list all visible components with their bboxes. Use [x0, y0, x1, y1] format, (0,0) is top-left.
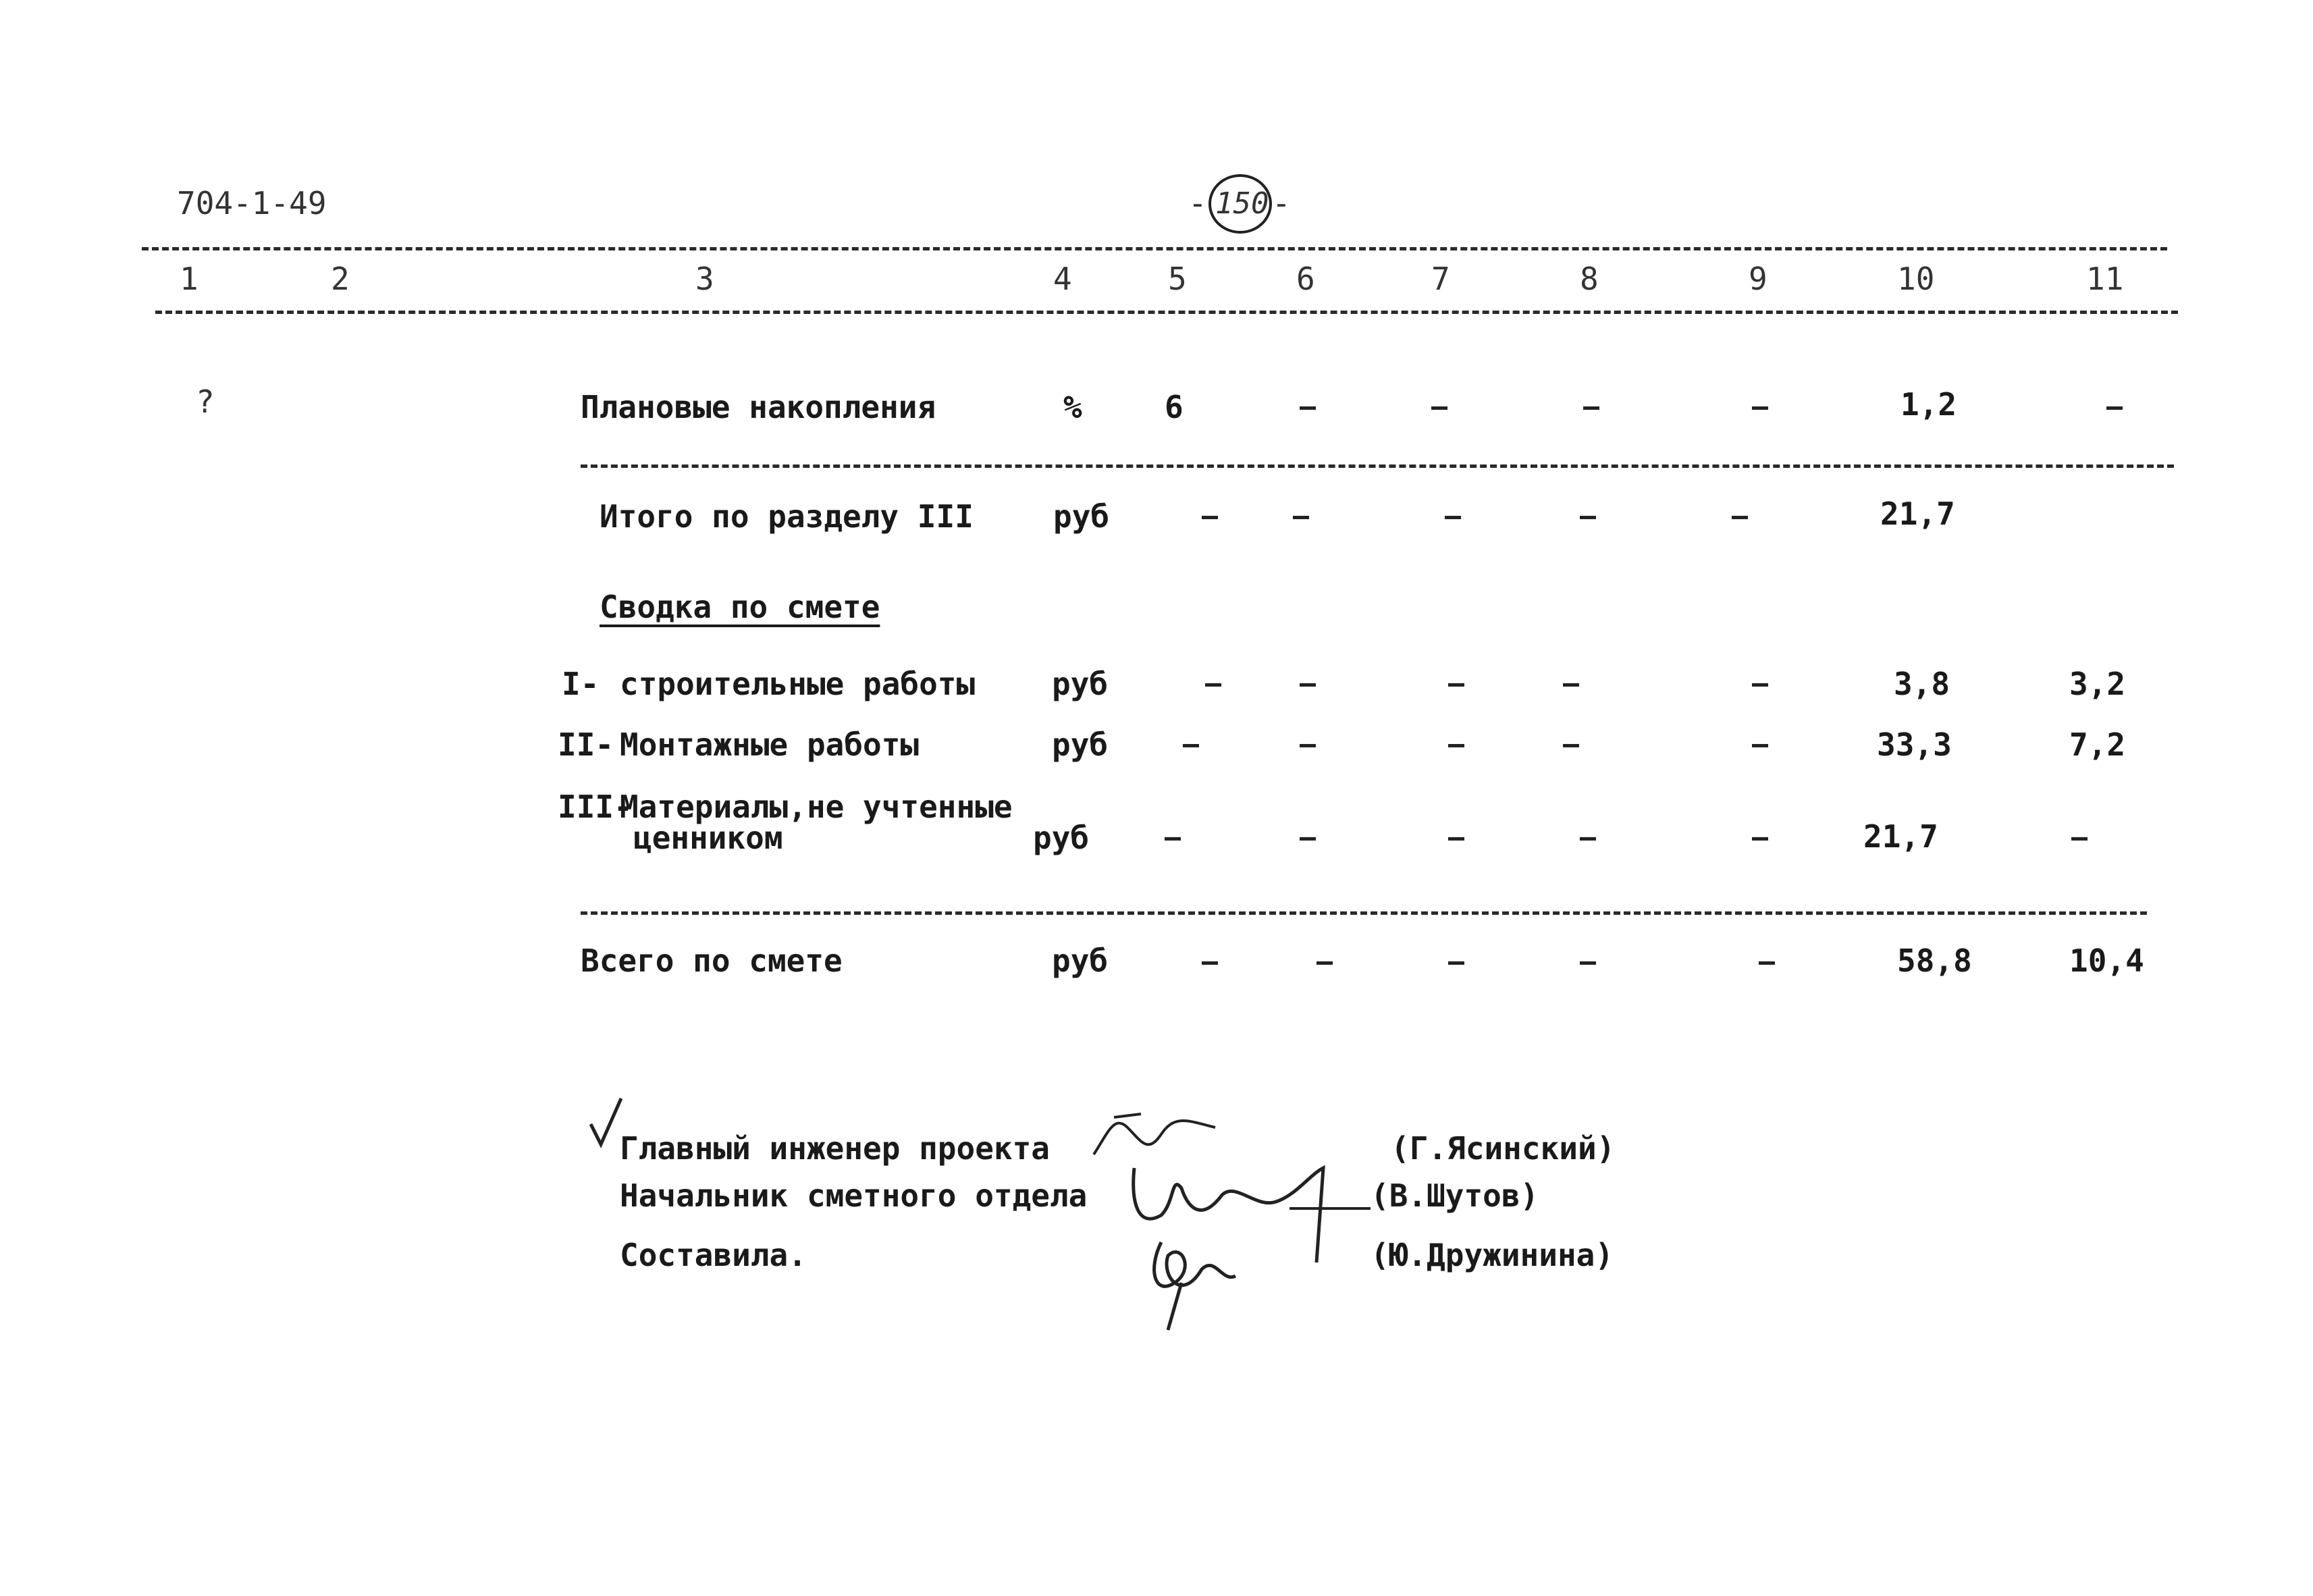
- empty-cell-dash: [1563, 744, 1579, 747]
- empty-cell-dash: [1732, 516, 1748, 519]
- page-number: 150: [1215, 186, 1269, 221]
- document-code: 704-1-49: [177, 185, 327, 221]
- summary-item-col11: 7,2: [2069, 726, 2126, 763]
- row-unit: руб: [1053, 498, 1110, 535]
- row-unit: %: [1063, 389, 1082, 425]
- empty-cell-dash: [1317, 961, 1333, 965]
- empty-cell-dash: [1300, 837, 1316, 841]
- summary-title: Сводка по смете: [600, 589, 880, 625]
- column-header-7: 7: [1431, 261, 1450, 297]
- summary-item-col10: 33,3: [1877, 726, 1952, 763]
- column-header-6: 6: [1296, 261, 1315, 297]
- signature-person: (Г.Ясинский): [1391, 1130, 1616, 1167]
- column-header-3: 3: [695, 261, 714, 297]
- row-number: ?: [196, 383, 215, 420]
- empty-cell-dash: [1563, 683, 1579, 687]
- summary-item-code: II-: [558, 726, 614, 763]
- handwritten-signature-3: [1141, 1229, 1262, 1337]
- summary-item-code: III-: [558, 789, 633, 825]
- empty-cell-dash: [1583, 406, 1599, 410]
- signature-role: Главный инженер проекта: [620, 1130, 1050, 1167]
- empty-cell-dash: [1752, 406, 1768, 410]
- empty-cell-dash: [1293, 516, 1309, 519]
- column-header-1: 1: [180, 261, 198, 297]
- signature-person: (Ю.Дружинина): [1371, 1237, 1614, 1273]
- column-header-10: 10: [1897, 261, 1935, 297]
- summary-item-unit: руб: [1033, 820, 1090, 856]
- column-header-9: 9: [1749, 261, 1767, 297]
- signature-person: (В.Шутов): [1371, 1177, 1539, 1214]
- summary-item-unit: руб: [1052, 666, 1109, 702]
- page-number-right-dash: -: [1272, 185, 1291, 221]
- total-col11: 10,4: [2069, 942, 2144, 979]
- empty-cell-dash: [1205, 683, 1221, 687]
- empty-cell-dash: [1183, 744, 1199, 747]
- empty-cell-dash: [1752, 744, 1768, 747]
- empty-cell-dash: [1202, 516, 1218, 519]
- column-header-4: 4: [1053, 261, 1072, 297]
- empty-cell-dash: [1752, 683, 1768, 687]
- summary-item-col11: [2071, 837, 2088, 841]
- summary-item-code: I-: [562, 666, 600, 702]
- empty-cell-dash: [1300, 744, 1316, 747]
- summary-item-col11: 3,2: [2069, 666, 2126, 702]
- column-header-2: 2: [331, 261, 350, 297]
- summary-item-unit: руб: [1052, 726, 1109, 763]
- section-rule: [581, 464, 2174, 468]
- total-col10: 58,8: [1897, 942, 1972, 979]
- empty-cell-dash: [1165, 837, 1181, 841]
- empty-cell-dash: [1580, 516, 1596, 519]
- summary-item-col10: 3,8: [1894, 666, 1950, 702]
- row-name: Плановые накопления: [581, 389, 936, 425]
- column-header-11: 11: [2086, 261, 2124, 297]
- empty-cell-dash: [1300, 406, 1316, 410]
- summary-item-name: строительные работы: [620, 666, 976, 702]
- empty-cell-dash: [1445, 516, 1461, 519]
- summary-item-name-line2: ценником: [633, 820, 783, 856]
- row-col10: 1,2: [1900, 386, 1957, 423]
- empty-cell-dash: [1448, 744, 1464, 747]
- column-header-5: 5: [1168, 261, 1187, 297]
- row-col10: 21,7: [1880, 496, 1955, 532]
- header-top-rule: [142, 247, 2167, 250]
- page-number-left-dash: -: [1188, 185, 1207, 221]
- empty-cell-dash: [1580, 837, 1596, 841]
- empty-cell-dash: [1580, 961, 1596, 965]
- empty-cell-dash: [1202, 961, 1218, 965]
- total-name: Всего по смете: [581, 942, 843, 979]
- header-bottom-rule: [155, 311, 2178, 314]
- empty-cell-dash: [1448, 683, 1464, 687]
- signature-role: Начальник сметного отдела: [620, 1177, 1088, 1214]
- empty-cell-dash: [1448, 837, 1464, 841]
- summary-item-name: Монтажные работы: [620, 726, 920, 763]
- total-rule: [581, 911, 2147, 915]
- summary-item-col10: 21,7: [1863, 818, 1938, 855]
- row-col11: [2106, 406, 2123, 410]
- signature-role: Составила.: [620, 1237, 807, 1273]
- empty-cell-dash: [1431, 406, 1447, 410]
- empty-cell-dash: [1752, 837, 1768, 841]
- row-name: Итого по разделу III: [600, 498, 974, 535]
- summary-item-name-line1: Материалы,не учтенные: [620, 789, 1013, 825]
- row-col5: 6: [1165, 389, 1184, 425]
- empty-cell-dash: [1759, 961, 1775, 965]
- empty-cell-dash: [1300, 683, 1316, 687]
- column-header-8: 8: [1580, 261, 1599, 297]
- empty-cell-dash: [1448, 961, 1464, 965]
- total-unit: руб: [1052, 942, 1109, 979]
